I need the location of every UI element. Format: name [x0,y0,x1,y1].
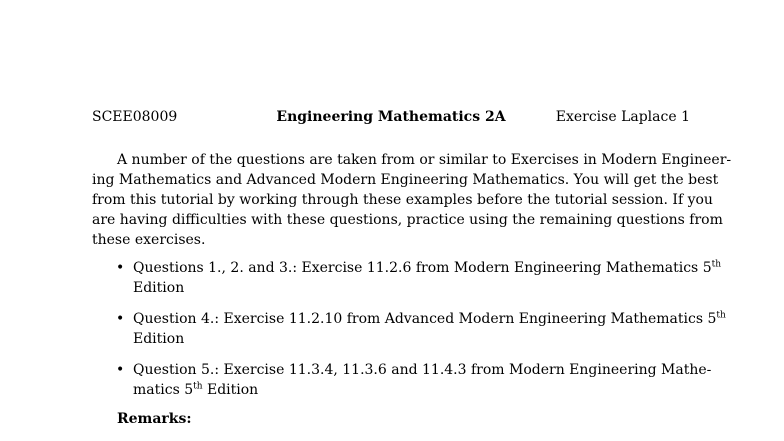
page-header [92,109,690,129]
superscript: th [193,381,203,392]
intro-line: are having difficulties with these questions, practice using the remaining questions from [92,212,723,228]
remarks-heading: Remarks: [117,411,192,427]
intro-line: ing Mathematics and Advanced Modern Engineering Mathematics. You will get the best [92,172,719,188]
exercise-label: Exercise Laplace 1 [555,109,690,125]
list-item-line: Edition [133,331,185,347]
superscript: th [711,259,722,270]
list-item-line: Question 5.: Exercise 11.3.4, 11.3.6 and 11.4.3 from Modern Engineering Mathe- [133,362,712,378]
list-item-line: matics 5th Edition [133,381,259,398]
bullet-icon: • [116,362,125,378]
intro-line: from this tutorial by working through these examples before the tutorial session. If you [92,192,713,208]
document-title: Engineering Mathematics 2A [276,109,506,125]
intro-paragraph [92,150,732,250]
intro-line: A number of the questions are taken from or similar to Exercises in Modern Engineer- [117,152,732,168]
bullet-icon: • [116,260,125,276]
list-item-line: Question 4.: Exercise 11.2.10 from Advanced Modern Engineering Mathematics 5th [133,310,726,327]
list-item-line: Questions 1., 2. and 3.: Exercise 11.2.6 from Modern Engineering Mathematics 5th [133,259,722,276]
bullet-icon: • [116,311,125,327]
superscript: th [716,310,726,321]
course-code: SCEE08009 [92,109,178,125]
list-item-line: Edition [133,280,185,296]
intro-line: these exercises. [92,232,206,248]
